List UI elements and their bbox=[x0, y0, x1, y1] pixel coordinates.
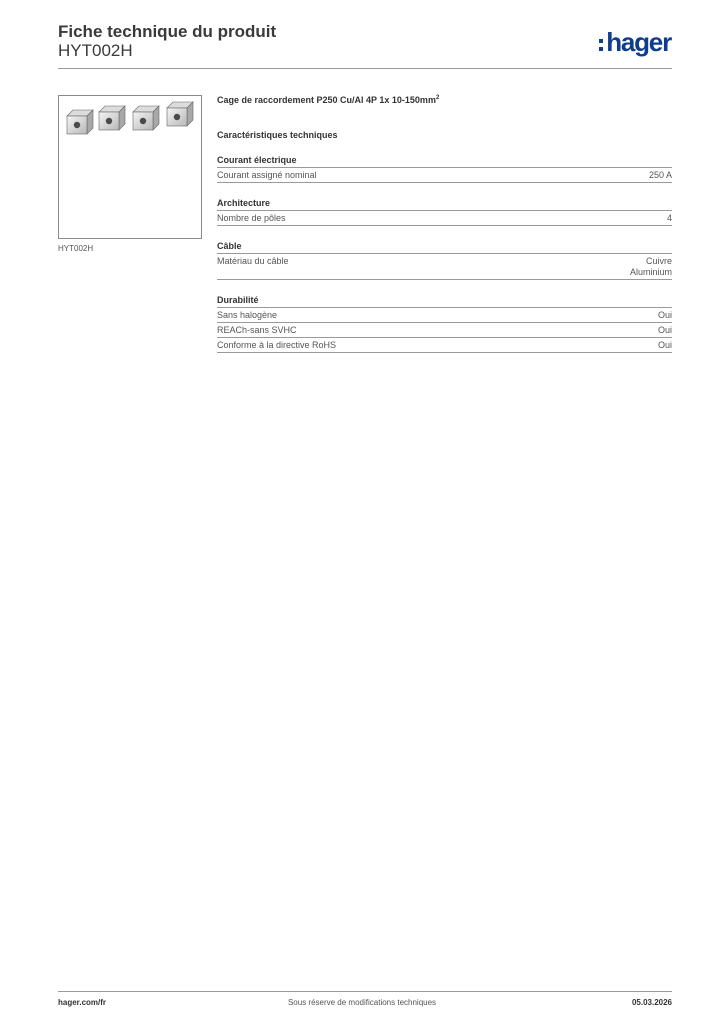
image-caption: HYT002H bbox=[58, 244, 94, 253]
spec-content bbox=[217, 95, 672, 353]
features-heading: Caractéristiques techniques bbox=[217, 130, 338, 140]
spec-row bbox=[217, 323, 672, 338]
product-title: Cage de raccordement P250 Cu/Al 4P 1x $10-150mm^2$ bbox=[217, 95, 440, 105]
spec-value: Oui bbox=[657, 325, 672, 335]
spec-value: 4 bbox=[666, 213, 672, 223]
header-divider bbox=[58, 68, 672, 69]
terminal-cage-icon bbox=[167, 102, 193, 126]
footer-divider bbox=[58, 991, 672, 992]
spec-row bbox=[217, 308, 672, 323]
spec-row bbox=[217, 168, 672, 183]
group-title: Courant électrique bbox=[217, 155, 672, 168]
product-reference: HYT002H bbox=[58, 41, 133, 60]
spec-value: Oui bbox=[657, 310, 672, 320]
logo-colon-icon bbox=[599, 39, 603, 51]
spec-value: Cuivre Aluminium bbox=[629, 256, 672, 277]
spec-row bbox=[217, 211, 672, 226]
page-title: Fiche technique du produit bbox=[58, 22, 277, 41]
spec-label: REACh-sans SVHC bbox=[217, 325, 297, 335]
spec-group-architecture bbox=[217, 198, 672, 226]
spec-group-durability bbox=[217, 295, 672, 353]
footer-date: 05.03.2026 bbox=[631, 998, 672, 1007]
group-title: Câble bbox=[217, 241, 672, 254]
spec-group-electrical bbox=[217, 155, 672, 183]
spec-label: Nombre de pôles bbox=[217, 213, 286, 223]
spec-value: 250 A bbox=[648, 170, 672, 180]
footer-disclaimer: Sous réserve de modifications techniques bbox=[287, 998, 437, 1007]
hager-logo[interactable] bbox=[599, 28, 671, 56]
terminal-cage-icon bbox=[99, 106, 125, 130]
terminal-cage-illustration bbox=[59, 96, 201, 238]
terminal-cage-icon bbox=[67, 110, 93, 134]
spec-label: Conforme à la directive RoHS bbox=[217, 340, 337, 350]
terminal-cage-icon bbox=[133, 106, 159, 130]
spec-label: Matériau du câble bbox=[217, 256, 289, 266]
group-title: Architecture bbox=[217, 198, 672, 211]
spec-label: Sans halogène bbox=[217, 310, 278, 320]
spec-label: Courant assigné nominal bbox=[217, 170, 317, 180]
logo-text: hager bbox=[606, 27, 671, 57]
spec-group-cable bbox=[217, 241, 672, 280]
product-image bbox=[58, 95, 202, 239]
spec-value: Oui bbox=[657, 340, 672, 350]
group-title: Durabilité bbox=[217, 295, 672, 308]
spec-row bbox=[217, 254, 672, 280]
footer-website-link[interactable]: hager.com/fr bbox=[58, 998, 107, 1007]
spec-row bbox=[217, 338, 672, 353]
